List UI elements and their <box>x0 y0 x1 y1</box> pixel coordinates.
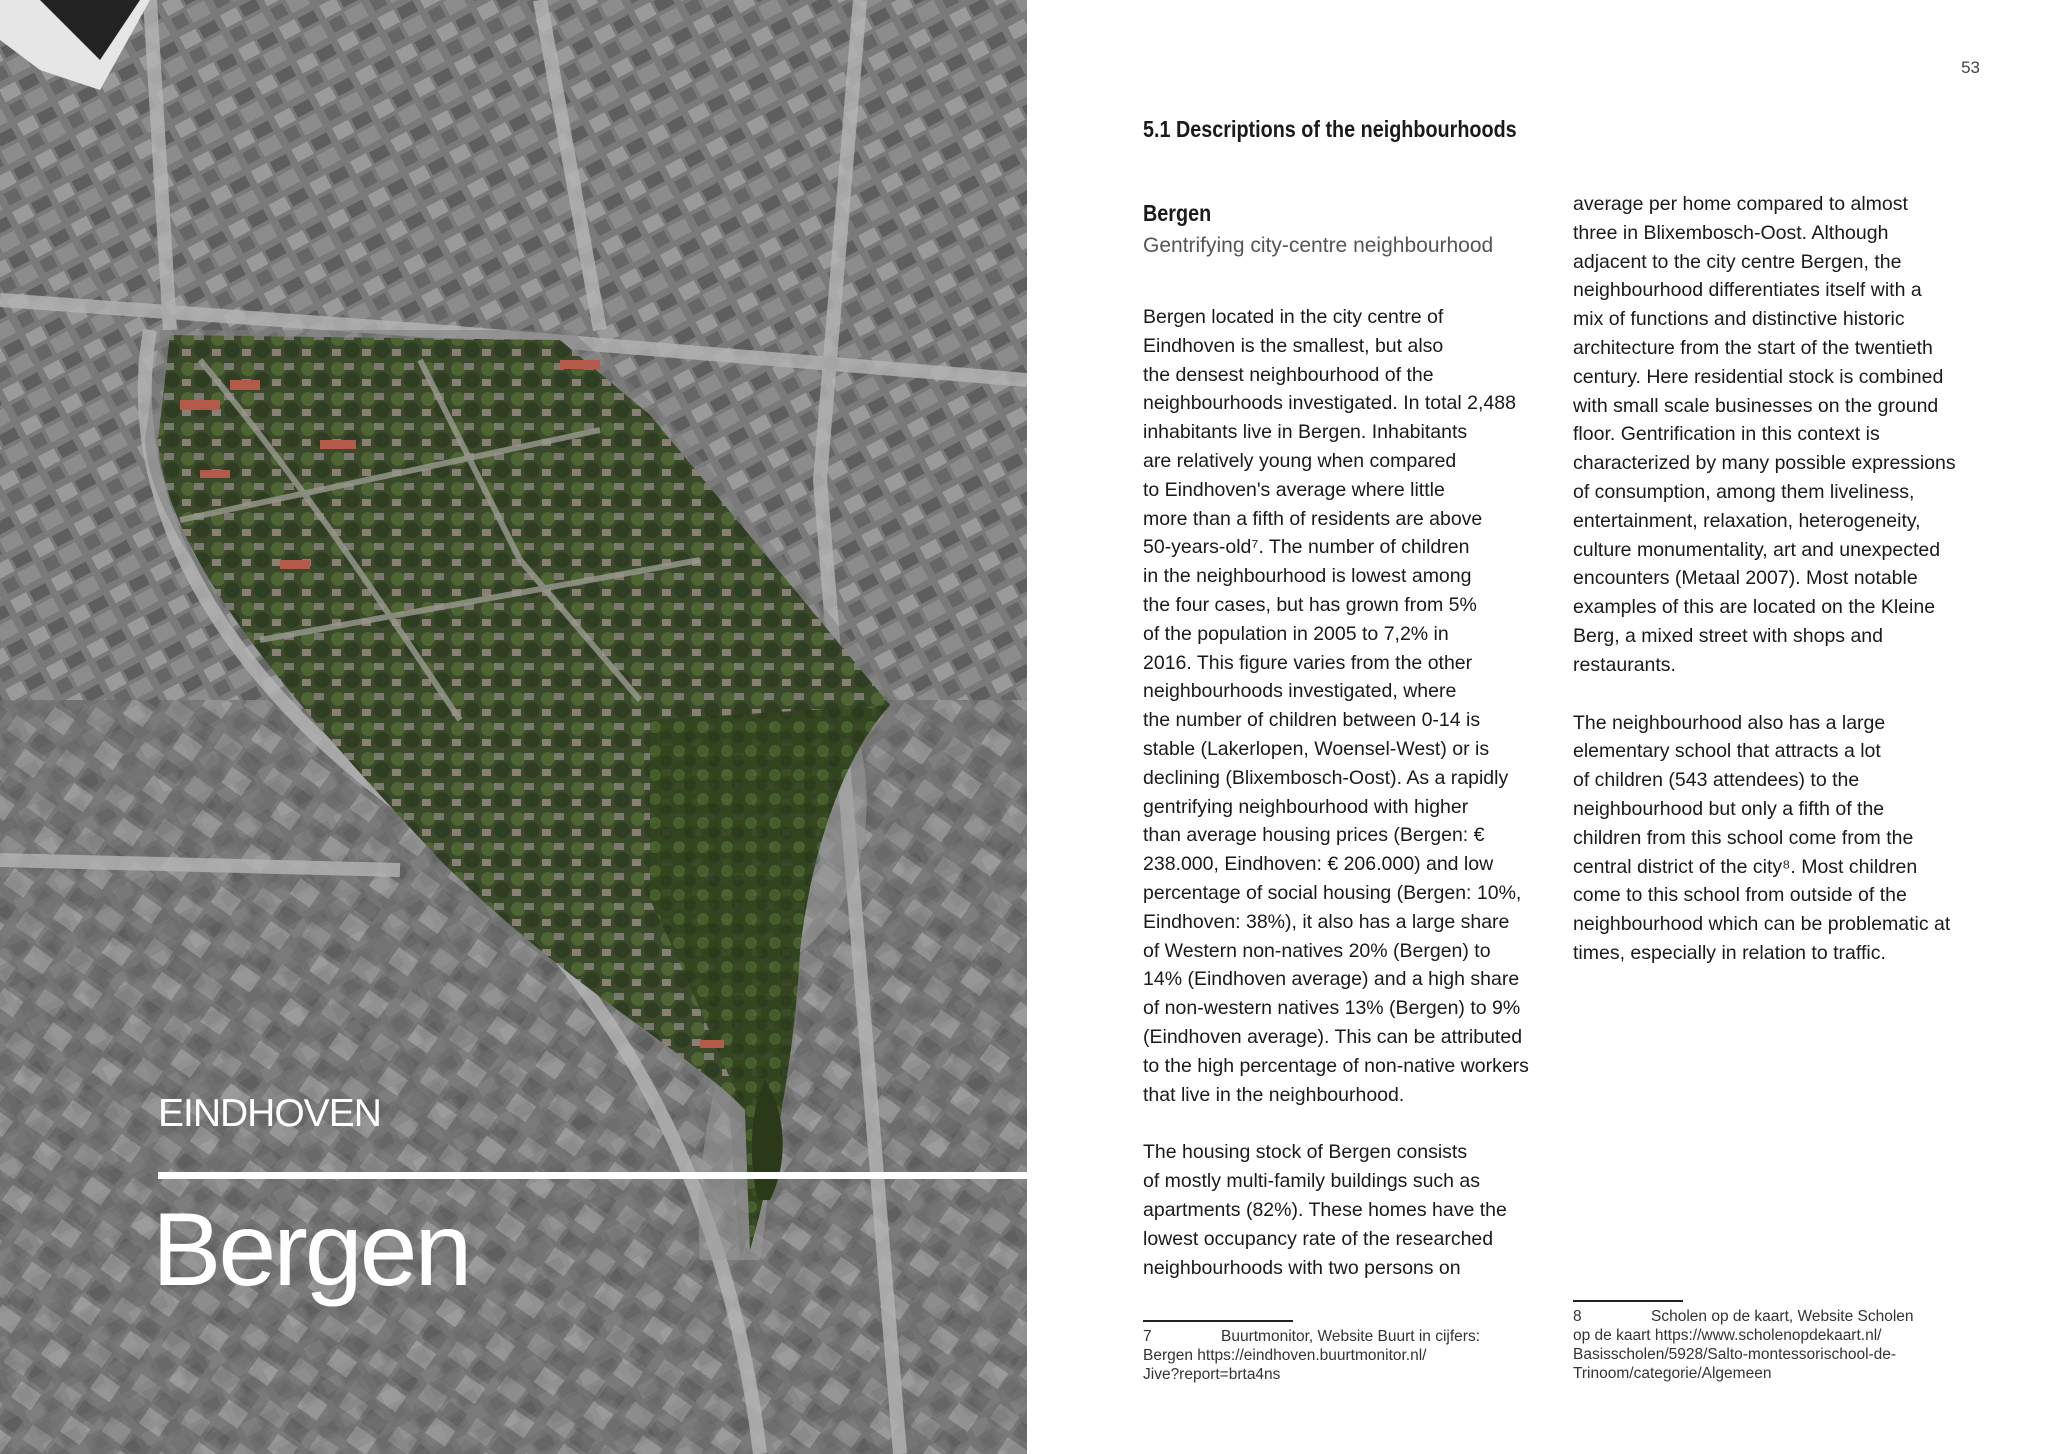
footnote-number: 8 <box>1573 1308 1582 1325</box>
footnote-7 <box>1143 1327 1543 1384</box>
paragraph-gentrification: average per home compared to almost three in Blixembosch-Oost. Although adjacent to the city centre Bergen, the neighbourhood differentiates itself with a mix of functions and distinctive historic architecture from the start of the twentieth century. Here residential stock is combined with small scale businesses on the ground floor. Gentrification in this context is characterized by many possible expressions of consumption, among them liveliness, entertainment, relaxation, heterogeneity, culture monumentality, art and unexpected encounters (Metaal 2007). Most notable examples of this are located on the Kleine Berg, a mixed street with shops and restaurants. <box>1573 193 1956 676</box>
footnote-8 <box>1573 1307 1973 1383</box>
footnote-text: Buurtmonitor, Website Buurt in cijfers: <box>1221 1328 1481 1345</box>
footnote-number: 7 <box>1143 1328 1152 1345</box>
footnote-rule-left <box>1143 1320 1293 1322</box>
text-column-right <box>1573 190 2003 968</box>
footnote-text: Scholen op de kaart, Website Scholen <box>1651 1308 1914 1325</box>
neighbourhood-title: Bergen <box>1143 200 1212 226</box>
paragraph-school: The neighbourhood also has a large elementary school that attracts a lot of children (543 attendees) to the neighbourhood but only a fifth of the children from this school come from the central district of the city⁸. Most children come to this school from outside of the neighbourhood which can be problematic at times, especially in relation to traffic. <box>1573 711 1951 964</box>
paragraph-intro: Bergen located in the city centre of Eindhoven is the smallest, but also the densest neighbourhood of the neighbourhoods investigated. In total 2,488 inhabitants live in Bergen. Inhabitants are relatively young when compared to Eindhoven's average where little more than a fifth of residents are above 50-years-old⁷. The number of children in the neighbourhood is lowest among the four cases, but has grown from 5% of the population in 2005 to 7,2% in 2016. This figure varies from the other neighbourhoods investigated, where the number of children between 0-14 is stable (Lakerlopen, Woensel-West) or is declining (Blixembosch-Oost). As a rapidly gentrifying neighbourhood with higher than average housing prices (Bergen: € 238.000, Eindhoven: € 206.000) and low percentage of social housing (Bergen: 10%, Eindhoven: 38%), it also has a large share of Western non-natives 20% (Bergen) to 14% (Eindhoven average) and a high share of non-western natives 13% (Bergen) to 9% (Eindhoven average). This can be attributed to the high percentage of non-native workers that live in the neighbourhood. <box>1143 306 1529 1106</box>
city-label: EINDHOVEN <box>158 1092 381 1135</box>
paragraph-housing: The housing stock of Bergen consists of mostly multi-family buildings such as apartments (82%). These homes have the lowest occupancy rate of the researched neighbourhoods with two persons on <box>1143 1141 1507 1279</box>
footnote-rule-right <box>1573 1300 1683 1302</box>
page-number: 53 <box>1961 58 1980 77</box>
map-title: Bergen <box>152 1192 470 1308</box>
title-rule <box>158 1172 1027 1179</box>
footnote-text-cont: op de kaart https://www.scholenopdekaart.nl/ Basisscholen/5928/Salto-montessorischool-de- Trinoom/categorie/Algemeen <box>1573 1327 1897 1382</box>
text-column-left <box>1143 200 1573 1282</box>
footnote-text-cont: Bergen https://eindhoven.buurtmonitor.nl/ Jive?report=brta4ns <box>1143 1347 1427 1383</box>
section-heading: 5.1 Descriptions of the neighbourhoods <box>1143 116 1517 142</box>
neighbourhood-subtitle: Gentrifying city-centre neighbourhood <box>1143 234 1494 257</box>
